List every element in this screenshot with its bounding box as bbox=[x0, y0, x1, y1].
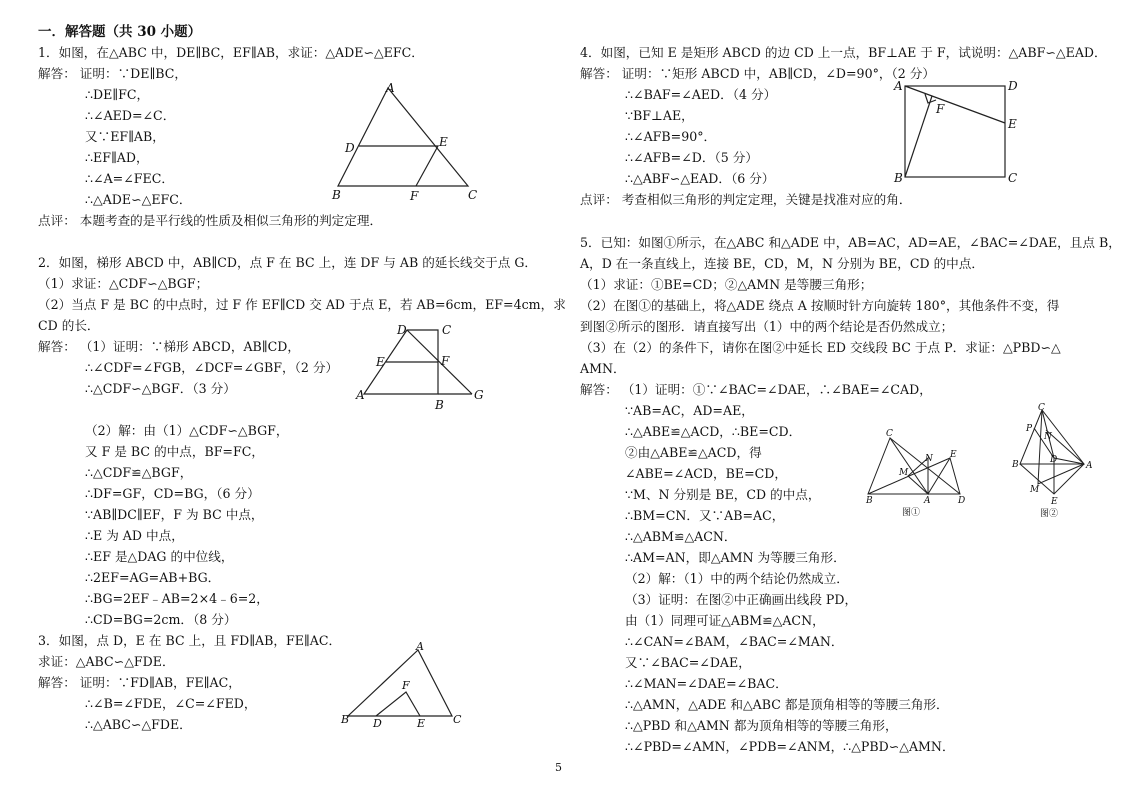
label-C: C bbox=[468, 188, 478, 202]
q5-step: ∵AB=AC，AD=AE， bbox=[625, 403, 754, 418]
label-D: D bbox=[1008, 79, 1018, 93]
label-A: A bbox=[416, 640, 424, 653]
q4-step: ∴∠BAF=∠AED．（4 分） bbox=[625, 87, 777, 102]
label-G: G bbox=[474, 388, 484, 402]
label-N: N bbox=[925, 454, 933, 464]
q5-step: ∵M、N 分别是 BE，CD 的中点， bbox=[625, 487, 821, 502]
label-A: A bbox=[356, 388, 365, 402]
q5-step: ∴△AMN，△ADE 和△ABC 都是顶角相等的等腰三角形． bbox=[625, 697, 949, 712]
q4-comment: 点评： 考查相似三角形的判定定理，关键是找准对应的角． bbox=[580, 192, 912, 207]
label-D: D bbox=[958, 496, 966, 506]
label-D: D bbox=[345, 141, 355, 155]
q5-part2: （2）在图①的基础上，将△ADE 绕点 A 按顺时针方向旋转 180°，其他条件不变，得 bbox=[580, 298, 1060, 313]
q2-step: ∴2EF=AG=AB+BG． bbox=[85, 570, 221, 585]
section-header: 一．解答题（共 30 小题） bbox=[38, 24, 202, 40]
q4-stem: 4．如图，已知 E 是矩形 ABCD 的边 CD 上一点，BF⊥AE 于 F，试说明：△ABF∽△EAD． bbox=[580, 45, 1107, 60]
label-A: A bbox=[386, 81, 395, 95]
label-M: M bbox=[899, 468, 909, 478]
label-D: D bbox=[373, 717, 382, 730]
q2-step: 又 F 是 BC 的中点，BF=FC， bbox=[85, 444, 264, 459]
label-F: F bbox=[441, 354, 450, 368]
figure-q4-rectangle bbox=[892, 78, 1027, 188]
q5-step: ∴∠MAN=∠DAE=∠BAC． bbox=[625, 676, 788, 691]
q1-step: ∴EF∥AD， bbox=[85, 150, 149, 165]
label-D: D bbox=[397, 323, 407, 337]
q5-step: ∴△ABM≌△ACN． bbox=[625, 529, 737, 544]
q2-step: ∵AB∥DC∥EF，F 为 BC 中点， bbox=[85, 507, 264, 522]
q5-step: （2）解：（1）中的两个结论仍然成立． bbox=[625, 571, 849, 586]
figure-q1-triangle bbox=[330, 82, 480, 207]
q4-step: ∵BF⊥AE， bbox=[625, 108, 694, 123]
label-B: B bbox=[1012, 460, 1019, 470]
label-E: E bbox=[376, 355, 385, 369]
q1-step: ∴△ADE∽△EFC． bbox=[85, 192, 192, 207]
label-B: B bbox=[894, 171, 903, 185]
q2-step: ∴EF 是△DAG 的中位线， bbox=[85, 549, 234, 564]
q5-part2-cont: 到图②所示的图形．请直接写出（1）中的两个结论是否仍然成立； bbox=[580, 319, 954, 334]
figure-q2-trapezoid bbox=[350, 322, 490, 414]
q5-step: ②由△ABE≌△ACD，得 bbox=[625, 445, 762, 460]
q1-stem: 1．如图，在△ABC 中，DE∥BC，EF∥AB，求证：△ADE∽△EFC． bbox=[38, 45, 424, 60]
page-number: 5 bbox=[555, 761, 562, 774]
label-B: B bbox=[866, 496, 873, 506]
q5-part3-cont: AMN． bbox=[580, 361, 626, 376]
label-D: D bbox=[1050, 455, 1058, 465]
figure-caption: 图② bbox=[1040, 509, 1059, 519]
q5-step: 由（1）同理可证△ABM≌△ACN， bbox=[625, 613, 825, 628]
label-A: A bbox=[894, 79, 903, 93]
q1-step: ∴DE∥FC， bbox=[85, 87, 150, 102]
label-M: M bbox=[1030, 485, 1040, 495]
q3-step: ∴△ABC∽△FDE． bbox=[85, 717, 192, 732]
q1-step: ∴∠AED=∠C． bbox=[85, 108, 176, 123]
label-C: C bbox=[453, 713, 462, 726]
q5-step: （3）证明：在图②中正确画出线段 PD， bbox=[625, 592, 858, 607]
label-E: E bbox=[417, 717, 426, 730]
q5-stem: 5．已知：如图①所示，在△ABC 和△ADE 中，AB=AC，AD=AE，∠BAC=∠DAE，且点 B， bbox=[580, 235, 1121, 250]
q2-step: ∴E 为 AD 中点， bbox=[85, 528, 184, 543]
label-F: F bbox=[936, 102, 945, 116]
label-N: N bbox=[1044, 432, 1052, 442]
q2-part2: （2）当点 F 是 BC 的中点时，过 F 作 EF∥CD 交 AD 于点 E，若 AB=6cm，EF=4cm，求 bbox=[38, 297, 566, 312]
label-C: C bbox=[442, 323, 452, 337]
figure-q5-fig2 bbox=[1010, 402, 1098, 520]
label-C: C bbox=[1038, 403, 1045, 413]
q3-prove: 求证：△ABC∽△FDE． bbox=[38, 654, 175, 669]
q4-step: ∴△ABF∽△EAD．（6 分） bbox=[625, 171, 775, 186]
q2-step: ∴CD=BG=2cm．（8 分） bbox=[85, 612, 237, 627]
q5-step: ∠ABE=∠ACD，BE=CD， bbox=[625, 466, 787, 481]
label-F: F bbox=[402, 679, 410, 692]
q2-stem: 2．如图，梯形 ABCD 中，AB∥CD，点 F 在 BC 上，连 DF 与 AB 的延长线交于点 G． bbox=[38, 255, 538, 270]
figure-caption: 图① bbox=[902, 508, 921, 518]
q2-part2-cont: CD 的长． bbox=[38, 318, 100, 333]
figure-q5-fig1 bbox=[862, 428, 972, 520]
q5-step: ∴∠CAN=∠BAM，∠BAC=∠MAN． bbox=[625, 634, 844, 649]
label-B: B bbox=[341, 713, 350, 726]
q5-step: ∴△ABE≌△ACD，∴BE=CD． bbox=[625, 424, 802, 439]
q1-step: ∴∠A=∠FEC． bbox=[85, 171, 174, 186]
label-P: P bbox=[1026, 424, 1033, 434]
q2-step: ∴△CDF∽△BGF．（3 分） bbox=[85, 381, 236, 396]
q5-part3: （3）在（2）的条件下，请你在图②中延长 ED 交线段 BC 于点 P．求证：△PBD∽△ bbox=[580, 340, 1061, 355]
q1-comment: 点评： 本题考查的是平行线的性质及相似三角形的判定定理． bbox=[38, 213, 383, 228]
label-A: A bbox=[1086, 461, 1093, 471]
q5-step: ∴AM=AN，即△AMN 为等腰三角形． bbox=[625, 550, 846, 565]
label-B: B bbox=[332, 188, 341, 202]
q4-answer-start: 解答： 证明：∵矩形 ABCD 中，AB∥CD，∠D=90°，（2 分） bbox=[580, 66, 935, 81]
q3-stem: 3．如图，点 D，E 在 BC 上，且 FD∥AB，FE∥AC． bbox=[38, 633, 342, 648]
label-E: E bbox=[439, 135, 448, 149]
label-B: B bbox=[435, 398, 444, 412]
q5-answer-start: 解答： （1）证明：①∵∠BAC=∠DAE，∴∠BAE=∠CAD， bbox=[580, 382, 932, 397]
q5-step: ∴BM=CN．又∵AB=AC， bbox=[625, 508, 785, 523]
label-A: A bbox=[924, 496, 931, 506]
label-E: E bbox=[1008, 117, 1017, 131]
q2-step: ∴DF=GF，CD=BG，（6 分） bbox=[85, 486, 260, 501]
q2-step: （2）解：由（1）△CDF∽△BGF， bbox=[85, 423, 289, 438]
q1-answer-start: 解答： 证明：∵DE∥BC， bbox=[38, 66, 187, 81]
q3-answer-start: 解答： 证明：∵FD∥AB，FE∥AC， bbox=[38, 675, 241, 690]
q2-step: ∴△CDF≌△BGF， bbox=[85, 465, 193, 480]
label-F: F bbox=[410, 189, 419, 203]
q5-step: 又∵∠BAC=∠DAE， bbox=[625, 655, 751, 670]
q2-answer-start: 解答： （1）证明：∵梯形 ABCD，AB∥CD， bbox=[38, 339, 300, 354]
q2-step: ∴BG=2EF﹣AB=2×4﹣6=2， bbox=[85, 591, 269, 606]
q5-step: ∴∠PBD=∠AMN，∠PDB=∠ANM，∴△PBD∽△AMN． bbox=[625, 739, 955, 754]
q5-part1: （1）求证：①BE=CD；②△AMN 是等腰三角形； bbox=[580, 277, 873, 292]
q3-step: ∴∠B=∠FDE，∠C=∠FED， bbox=[85, 696, 257, 711]
q4-step: ∴∠AFB=90°． bbox=[625, 129, 717, 144]
q5-step: ∴△PBD 和△AMN 都为顶角相等的等腰三角形， bbox=[625, 718, 898, 733]
q2-step: ∴∠CDF=∠FGB，∠DCF=∠GBF，（2 分） bbox=[85, 360, 339, 375]
figure-q3-triangle bbox=[340, 640, 465, 728]
label-C: C bbox=[1008, 171, 1018, 185]
label-E: E bbox=[950, 450, 957, 460]
q4-step: ∴∠AFB=∠D．（5 分） bbox=[625, 150, 758, 165]
label-C: C bbox=[886, 429, 893, 439]
label-E: E bbox=[1051, 497, 1058, 507]
q5-stem-cont: A，D 在一条直线上，连接 BE，CD，M，N 分别为 BE，CD 的中点． bbox=[580, 256, 984, 271]
q1-step: 又∵EF∥AB， bbox=[85, 129, 165, 144]
q2-part1: （1）求证：△CDF∽△BGF； bbox=[38, 276, 209, 291]
